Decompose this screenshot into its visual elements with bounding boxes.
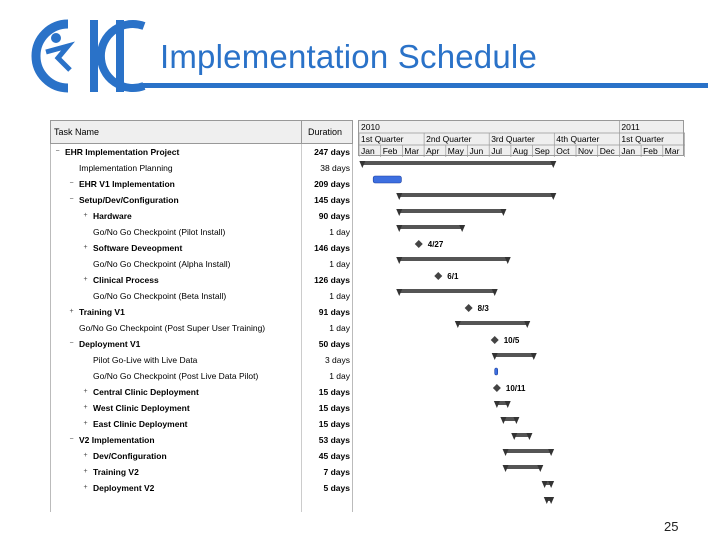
timeline-header: [358, 120, 684, 156]
task-duration: 1 day: [329, 371, 350, 381]
milestone-diamond[interactable]: [415, 240, 423, 248]
task-row[interactable]: [51, 336, 354, 352]
task-name: West Clinic Deployment: [93, 403, 190, 413]
task-row[interactable]: [51, 416, 354, 432]
collapse-icon[interactable]: −: [55, 148, 60, 155]
expand-icon[interactable]: +: [83, 468, 88, 475]
task-duration: 1 day: [329, 227, 350, 237]
month-label: Oct: [556, 146, 570, 156]
summary-bar[interactable]: [399, 209, 503, 213]
task-duration: 50 days: [318, 339, 350, 349]
task-duration: 45 days: [318, 451, 350, 461]
summary-bar[interactable]: [399, 257, 507, 261]
task-name: Software Deveopment: [93, 243, 183, 253]
task-row[interactable]: [51, 256, 354, 272]
task-row[interactable]: [51, 480, 354, 496]
expand-icon[interactable]: +: [83, 484, 88, 491]
task-name: Deployment V2: [93, 483, 155, 493]
task-row[interactable]: [51, 272, 354, 288]
expand-icon[interactable]: +: [83, 388, 88, 395]
month-label: Apr: [426, 146, 440, 156]
gantt-chart: [358, 120, 684, 512]
summary-bar[interactable]: [399, 193, 553, 197]
task-duration: 53 days: [318, 435, 350, 445]
quarter-label: 2nd Quarter: [426, 134, 472, 144]
task-row[interactable]: [51, 288, 354, 304]
task-duration: 146 days: [314, 243, 350, 253]
task-name: Clinical Process: [93, 275, 159, 285]
summary-bar[interactable]: [399, 225, 462, 229]
task-row[interactable]: [51, 176, 354, 192]
milestone-label: 6/1: [447, 272, 459, 281]
task-row[interactable]: [51, 304, 354, 320]
task-duration: 15 days: [318, 387, 350, 397]
task-row[interactable]: [51, 384, 354, 400]
expand-icon[interactable]: +: [83, 244, 88, 251]
task-name: Go/No Go Checkpoint (Alpha Install): [93, 259, 231, 269]
expand-icon[interactable]: +: [83, 404, 88, 411]
collapse-icon[interactable]: −: [69, 180, 74, 187]
task-duration: 38 days: [320, 163, 350, 173]
milestone-label: 10/11: [505, 384, 526, 393]
quarter-label: 1st Quarter: [361, 134, 404, 144]
month-label: Aug: [512, 146, 529, 156]
column-task-name[interactable]: Task Name: [54, 127, 100, 137]
month-label: Mar: [664, 146, 680, 156]
task-row[interactable]: [51, 224, 354, 240]
task-bar[interactable]: [495, 368, 498, 375]
month-label: May: [447, 146, 464, 156]
milestone-diamond[interactable]: [465, 304, 473, 312]
milestone-diamond[interactable]: [434, 272, 442, 280]
page-number: 25: [664, 519, 679, 534]
quarter-label: 1st Quarter: [621, 134, 664, 144]
task-name: Setup/Dev/Configuration: [79, 195, 179, 205]
title-underline: [143, 83, 708, 88]
task-name: EHR V1 Implementation: [79, 179, 175, 189]
task-name: Go/No Go Checkpoint (Post Live Data Pilot): [93, 371, 259, 381]
expand-icon[interactable]: +: [83, 276, 88, 283]
month-label: Sep: [534, 146, 550, 156]
task-duration: 247 days: [314, 147, 350, 157]
task-name: Pilot Go-Live with Live Data: [93, 355, 198, 365]
task-row[interactable]: [51, 448, 354, 464]
chc-logo: [28, 12, 148, 97]
task-duration: 126 days: [314, 275, 350, 285]
task-row[interactable]: [51, 160, 354, 176]
milestone-label: 8/3: [477, 304, 489, 313]
milestone-label: 4/27: [427, 240, 444, 249]
task-row[interactable]: [51, 208, 354, 224]
expand-icon[interactable]: +: [83, 420, 88, 427]
task-duration: 145 days: [314, 195, 350, 205]
gantt-body: [358, 156, 684, 512]
collapse-icon[interactable]: −: [69, 340, 74, 347]
task-duration: 3 days: [324, 355, 350, 365]
expand-icon[interactable]: +: [83, 452, 88, 459]
summary-bar[interactable]: [399, 289, 494, 293]
month-label: Feb: [643, 146, 658, 156]
grid-header: [50, 120, 353, 144]
task-name: Go/No Go Checkpoint (Beta Install): [93, 291, 227, 301]
task-row[interactable]: [51, 192, 354, 208]
task-name: Training V1: [79, 307, 125, 317]
task-row[interactable]: [51, 240, 354, 256]
task-name: Training V2: [93, 467, 139, 477]
task-name: Central Clinic Deployment: [93, 387, 199, 397]
month-label: Dec: [599, 146, 615, 156]
task-name: V2 Implementation: [79, 435, 155, 445]
task-duration: 90 days: [318, 211, 350, 221]
year-label: 2011: [621, 122, 640, 132]
quarter-label: 3rd Quarter: [491, 134, 535, 144]
task-duration: 5 days: [323, 483, 350, 493]
task-duration: 15 days: [318, 403, 350, 413]
task-row[interactable]: [51, 464, 354, 480]
task-duration: 7 days: [323, 467, 350, 477]
month-label: Jul: [491, 146, 503, 156]
expand-icon[interactable]: +: [69, 308, 74, 315]
task-name: Implementation Planning: [79, 163, 173, 173]
task-duration: 91 days: [318, 307, 350, 317]
task-name: EHR Implementation Project: [65, 147, 180, 157]
grid-body: [50, 144, 353, 512]
timeline-gridlines: [359, 121, 685, 157]
task-name: East Clinic Deployment: [93, 419, 188, 429]
gantt-bars: [358, 156, 684, 512]
page-title: Implementation Schedule: [160, 38, 537, 75]
summary-bar[interactable]: [362, 161, 553, 165]
milestone-label: 10/5: [503, 336, 520, 345]
task-row[interactable]: [51, 432, 354, 448]
month-label: Jan: [361, 146, 375, 156]
task-bar[interactable]: [373, 176, 401, 183]
task-row[interactable]: [51, 352, 354, 368]
summary-bar[interactable]: [458, 321, 527, 325]
task-duration: 1 day: [329, 259, 350, 269]
month-label: Jun: [469, 146, 484, 156]
task-row[interactable]: [51, 368, 354, 384]
collapse-icon[interactable]: −: [69, 436, 74, 443]
month-label: Feb: [382, 146, 398, 156]
month-label: Mar: [404, 146, 420, 156]
task-name: Deployment V1: [79, 339, 141, 349]
task-name: Hardware: [93, 211, 132, 221]
task-grid: [50, 120, 353, 512]
expand-icon[interactable]: +: [83, 212, 88, 219]
task-name: Dev/Configuration: [93, 451, 167, 461]
task-name: Go/No Go Checkpoint (Post Super User Training): [79, 323, 266, 333]
milestone-diamond[interactable]: [491, 336, 499, 344]
task-duration: 1 day: [329, 291, 350, 301]
summary-bar[interactable]: [495, 353, 534, 357]
task-row[interactable]: [51, 400, 354, 416]
collapse-icon[interactable]: −: [69, 196, 74, 203]
quarter-label: 4th Quarter: [556, 134, 600, 144]
summary-bar[interactable]: [506, 465, 541, 469]
task-row[interactable]: [51, 144, 354, 160]
summary-bar[interactable]: [506, 449, 552, 453]
column-duration[interactable]: Duration: [308, 127, 343, 137]
task-row[interactable]: [51, 320, 354, 336]
milestone-diamond[interactable]: [493, 384, 501, 392]
year-label: 2010: [361, 122, 380, 132]
task-duration: 15 days: [318, 419, 350, 429]
task-duration: 209 days: [314, 179, 350, 189]
month-label: Nov: [578, 146, 594, 156]
month-label: Jan: [621, 146, 636, 156]
task-name: Go/No Go Checkpoint (Pilot Install): [93, 227, 226, 237]
task-duration: 1 day: [329, 323, 350, 333]
